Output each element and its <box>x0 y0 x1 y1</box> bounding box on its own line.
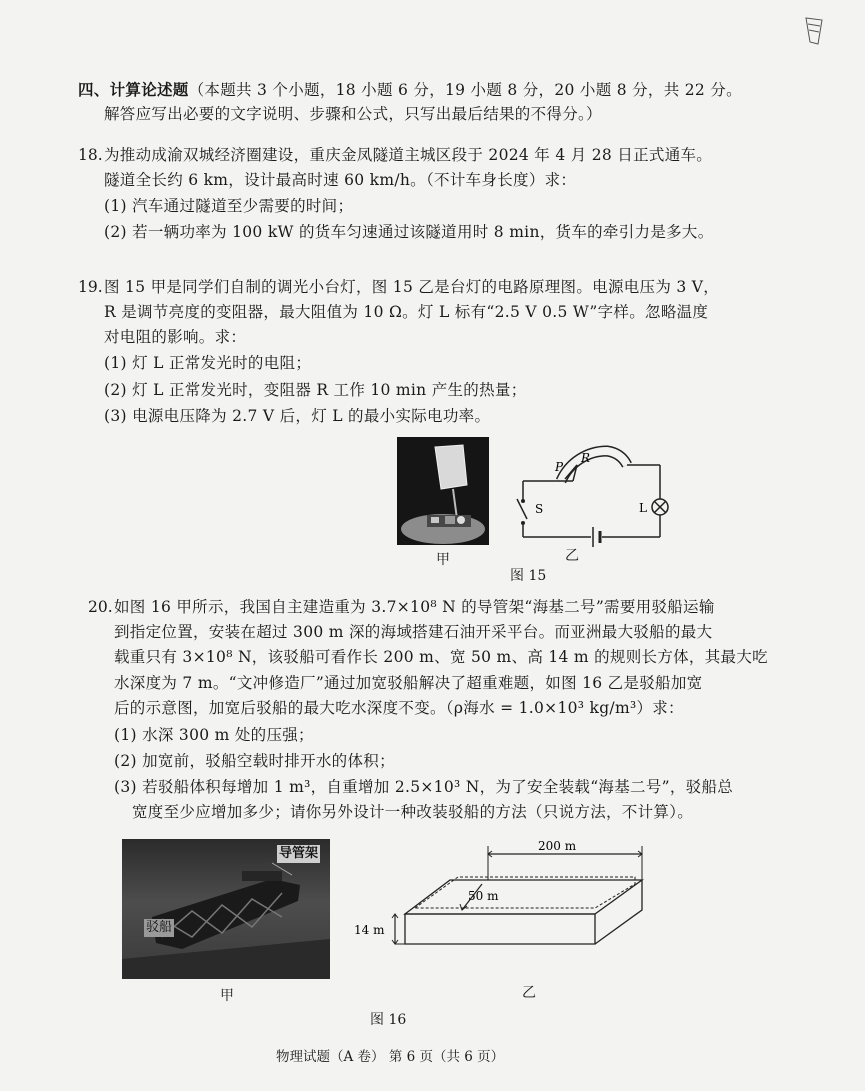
fig16-label-a: 甲 <box>220 988 234 1004</box>
q19-number: 19. <box>78 278 103 296</box>
q18-line-4: (2) 若一辆功率为 100 kW 的货车匀速通过该隧道用时 8 min，货车的牵引力是多大。 <box>104 223 714 241</box>
q19-line-6: (3) 电源电压降为 2.7 V 后，灯 L 的最小实际电功率。 <box>104 407 491 425</box>
lamp-illustration <box>397 437 489 545</box>
q20-line-7: (2) 加宽前，驳船空载时排开水的体积； <box>114 752 395 770</box>
fig15-caption: 图 15 <box>510 568 547 584</box>
fig15-circuit-diagram <box>505 437 685 555</box>
q19-line-5: (2) 灯 L 正常发光时，变阻器 R 工作 10 min 产生的热量； <box>104 381 527 399</box>
label-barge: 驳船 <box>146 920 173 935</box>
fig15-lamp-photo <box>397 437 489 545</box>
q18-number: 18. <box>78 146 103 164</box>
q19-line-2: R 是调节亮度的变阻器，最大阻值为 10 Ω。灯 L 标有“2.5 V 0.5 W”字样。忽略温度 <box>104 303 709 321</box>
q20-line-8: (3) 若驳船体积每增加 1 m³，自重增加 2.5×10³ N，为了安全装载“海基二号”，驳船总 <box>114 778 734 796</box>
fig15-label-a: 甲 <box>436 552 450 568</box>
label-jacket: 导管架 <box>279 846 319 861</box>
fig16-label-b: 乙 <box>522 985 536 1001</box>
fig15-label-b: 乙 <box>565 548 579 564</box>
q20-line-3: 载重只有 3×10⁸ N，该驳船可看作长 200 m、宽 50 m、高 14 m 的规则长方体，其最大吃 <box>114 648 768 666</box>
binding-mark-icon <box>800 14 830 52</box>
q19-line-4: (1) 灯 L 正常发光时的电阻； <box>104 354 312 372</box>
label-p: P <box>555 460 564 474</box>
q20-number: 20. <box>88 598 113 616</box>
q18-line-3: (1) 汽车通过隧道至少需要的时间； <box>104 197 354 215</box>
section-desc-2: 解答应写出必要的文字说明、步骤和公式，只写出最后结果的不得分。） <box>104 105 602 123</box>
q20-line-4: 水深度为 7 m。“文冲修造厂”通过加宽驳船解决了超重难题，如图 16 乙是驳船加宽 <box>114 674 703 692</box>
dim-height-label: 14 m <box>354 923 385 937</box>
fig16-barge-photo <box>122 839 330 979</box>
q18-line-1: 为推动成渝双城经济圈建设，重庆金凤隧道主城区段于 2024 年 4 月 28 日正式通车。 <box>104 146 713 164</box>
q20-line-1: 如图 16 甲所示，我国自主建造重为 3.7×10⁸ N 的导管架“海基二号”需要用驳船运输 <box>114 598 715 616</box>
q20-line-6: (1) 水深 300 m 处的压强； <box>114 726 314 744</box>
label-s: S <box>535 502 544 516</box>
q20-line-5: 后的示意图，加宽后驳船的最大吃水深度不变。（ρ海水 = 1.0×10³ kg/m³）求： <box>114 699 684 717</box>
q19-line-1: 图 15 甲是同学们自制的调光小台灯，图 15 乙是台灯的电路原理图。电源电压为 3 V， <box>104 278 720 296</box>
q18-line-2: 隧道全长约 6 km，设计最高时速 60 km/h。（不计车身长度）求： <box>104 171 577 189</box>
section-title <box>78 80 742 100</box>
q20-line-9: 宽度至少应增加多少；请你另外设计一种改装驳船的方法（只说方法，不计算）。 <box>132 803 694 821</box>
page-footer: 物理试题（A 卷） 第 6 页（共 6 页） <box>276 1049 505 1065</box>
section-desc-1: （本题共 3 个小题，18 小题 6 分，19 小题 8 分，20 小题 8 分，共 22 分。 <box>188 81 742 99</box>
q19-line-3: 对电阻的影响。求： <box>104 328 247 346</box>
section-title-text: 四、计算论述题 <box>78 80 189 99</box>
q20-line-2: 到指定位置，安装在超过 300 m 深的海域搭建石油开采平台。而亚洲最大驳船的最大 <box>114 623 713 641</box>
fig16-caption: 图 16 <box>370 1012 407 1028</box>
dim-width-label: 50 m <box>468 889 499 903</box>
dim-length-label: 200 m <box>538 839 577 853</box>
fig16-barge-diagram <box>350 832 660 962</box>
label-l: L <box>639 501 647 515</box>
label-r: R <box>581 451 591 465</box>
